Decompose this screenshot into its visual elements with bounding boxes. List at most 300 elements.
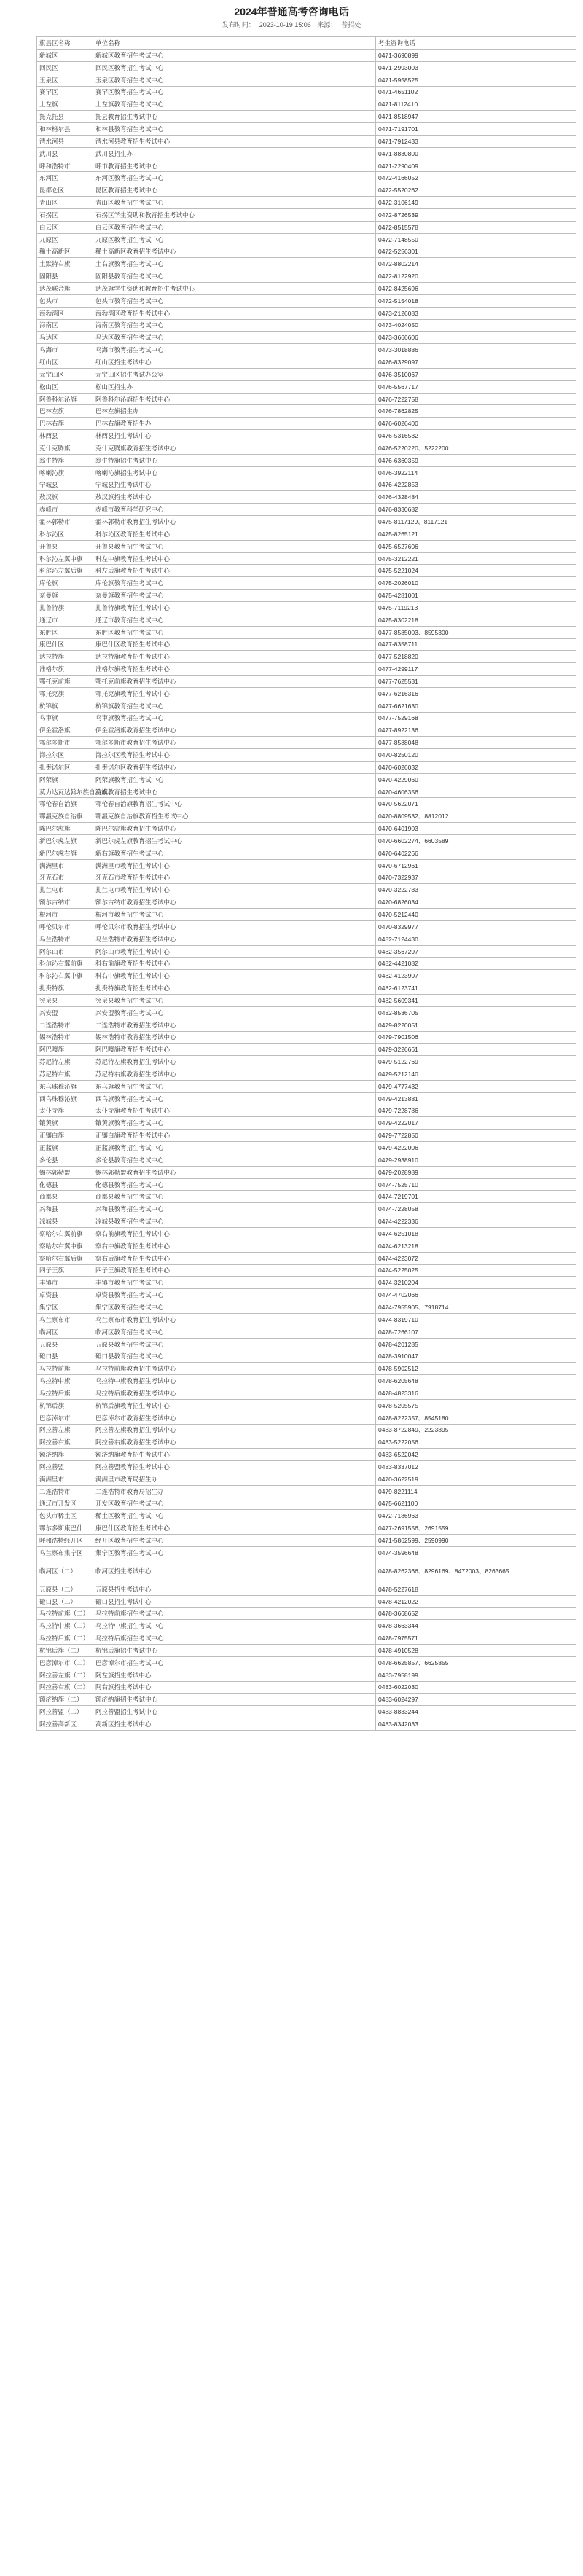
table-row [37,516,576,528]
district-cell: 通辽市开发区 [37,1498,93,1510]
table-row [37,1535,576,1547]
district-cell: 根河市 [37,909,93,921]
district-cell: 五原县 [37,1338,93,1350]
table-row [37,233,576,246]
phone-cell: 0478-8222357、8545180 [376,1412,576,1424]
table-row [37,1694,576,1706]
unit-cell: 达茂旗学生资助和教育招生考试中心 [93,283,376,295]
district-cell: 额济纳旗（二） [37,1694,93,1706]
unit-cell: 土右旗教育招生考试中心 [93,258,376,270]
phone-cell: 0470-6602274、6603589 [376,835,576,847]
unit-cell: 阿鲁科尔沁旗招生考试中心 [93,393,376,405]
phone-cell: 0474-7525710 [376,1178,576,1191]
unit-cell: 察右后旗教育招生考试中心 [93,1252,376,1264]
phone-cell: 0483-8833244 [376,1706,576,1718]
phone-cell: 0477-6621630 [376,700,576,712]
phone-cell: 0478-3668652 [376,1608,576,1620]
table-row [37,1338,576,1350]
table-row [37,687,576,700]
table-row [37,1424,576,1436]
unit-cell: 巴林右旗教育招生办 [93,418,376,430]
table-row [37,344,576,356]
table-row [37,896,576,909]
table-row [37,1326,576,1338]
district-cell: 牙克石市 [37,872,93,884]
table-row [37,1510,576,1522]
district-cell: 科尔沁右翼前旗 [37,958,93,970]
unit-cell: 康巴什区教育招生考试中心 [93,638,376,651]
table-row [37,504,576,516]
district-cell: 扎兰屯市 [37,884,93,896]
district-cell: 扎赉特旗 [37,982,93,995]
district-cell: 翁牛特旗 [37,454,93,466]
phone-cell: 0479-4222017 [376,1117,576,1130]
table-row [37,50,576,62]
unit-cell: 阿右旗招生考试中心 [93,1681,376,1694]
table-row [37,1228,576,1240]
phone-cell: 0479-8220051 [376,1019,576,1031]
district-cell: 呼伦贝尔市 [37,920,93,933]
unit-cell: 林西县招生考试中心 [93,430,376,442]
unit-cell: 多伦县教育招生考试中心 [93,1154,376,1166]
phone-cell: 0475-2026010 [376,577,576,590]
table-row [37,1645,576,1657]
unit-cell: 锡林郭勒盟教育招生考试中心 [93,1166,376,1178]
district-cell: 阿尔山市 [37,945,93,958]
table-row [37,1154,576,1166]
phone-cell: 0483-6024297 [376,1694,576,1706]
district-cell: 正蓝旗 [37,1142,93,1154]
district-cell: 满洲里市 [37,1473,93,1485]
unit-cell: 元宝山区招生考试办公室 [93,368,376,380]
unit-cell: 满洲里市教育局招生办 [93,1473,376,1485]
district-cell: 土默特右旗 [37,258,93,270]
page-title: 2024年普通高考咨询电话 [234,6,349,17]
table-row [37,1718,576,1731]
unit-cell: 新右旗教育招生考试中心 [93,847,376,859]
unit-cell: 兴和县教育招生考试中心 [93,1203,376,1215]
phone-cell: 0475-8302218 [376,614,576,626]
unit-cell: 乌拉特前旗招生考试中心 [93,1608,376,1620]
table-row [37,835,576,847]
phone-cell: 0476-5316532 [376,430,576,442]
district-cell: 科尔沁区 [37,528,93,540]
district-cell: 突泉县 [37,994,93,1006]
table-row [37,810,576,823]
table-row [37,970,576,982]
unit-cell: 根河市教育招生考试中心 [93,909,376,921]
district-cell: 满洲里市 [37,859,93,872]
unit-cell: 集宁区教育招生考试中心 [93,1546,376,1559]
phone-cell: 0472-5256301 [376,246,576,258]
unit-cell: 鄂伦春自治旗教育招生考试中心 [93,798,376,810]
unit-cell: 科右中旗教育招生考试中心 [93,970,376,982]
district-cell: 杭锦旗 [37,700,93,712]
unit-cell: 磴口县教育招生考试中心 [93,1350,376,1363]
table-row [37,1203,576,1215]
contact-table [36,36,576,1731]
table-row [37,1632,576,1645]
table-row [37,393,576,405]
phone-cell: 0470-7322937 [376,872,576,884]
district-cell: 巴彦淖尔市（二） [37,1656,93,1669]
district-cell: 乌兰察布市 [37,1313,93,1326]
phone-cell: 0474-4223072 [376,1252,576,1264]
district-cell: 巴林右旗 [37,418,93,430]
district-cell: 乌兰察布集宁区 [37,1546,93,1559]
unit-cell: 准格尔旗教育招生考试中心 [93,663,376,676]
phone-cell: 0479-2938910 [376,1154,576,1166]
table-row [37,1595,576,1608]
table-row [37,1019,576,1031]
header-unit: 单位名称 [93,37,376,50]
unit-cell: 扎赉特旗教育招生考试中心 [93,982,376,995]
unit-cell: 赤峰市教育科学研究中心 [93,504,376,516]
phone-cell: 0474-5225025 [376,1264,576,1277]
phone-cell: 0474-8319710 [376,1313,576,1326]
unit-cell: 青山区教育招生考试中心 [93,197,376,209]
district-cell: 磴口县（二） [37,1595,93,1608]
phone-cell: 0479-4777432 [376,1080,576,1092]
unit-cell: 杭锦后旗招生考试中心 [93,1645,376,1657]
phone-cell: 0477-8358711 [376,638,576,651]
phone-cell: 0478-8262366、8296169、8472003、8263665 [376,1559,576,1583]
unit-cell: 乌拉特后旗招生考试中心 [93,1632,376,1645]
table-row [37,283,576,295]
phone-cell: 0478-5205575 [376,1399,576,1412]
phone-cell: 0470-6401903 [376,823,576,835]
table-row [37,823,576,835]
district-cell: 鄂温克族自治旗 [37,810,93,823]
unit-cell: 磴口县招生考试中心 [93,1595,376,1608]
unit-cell: 库伦旗教育招生考试中心 [93,577,376,590]
district-cell: 锡林浩特市 [37,1031,93,1044]
district-cell: 九原区 [37,233,93,246]
table-row [37,552,576,565]
table-row [37,982,576,995]
unit-cell: 莫旗教育招生考试中心 [93,786,376,798]
table-row [37,1620,576,1632]
district-cell: 巴林左旗 [37,405,93,418]
district-cell: 阿拉善左旗 [37,1424,93,1436]
unit-cell: 九原区教育招生考试中心 [93,233,376,246]
phone-cell: 0470-4229060 [376,773,576,786]
district-cell: 武川县 [37,147,93,160]
phone-cell: 0476-3922114 [376,466,576,479]
district-cell: 阿荣旗 [37,773,93,786]
district-cell: 阿拉善盟 [37,1461,93,1473]
table-row [37,1191,576,1203]
district-cell: 陈巴尔虎旗 [37,823,93,835]
phone-cell: 0483-8342033 [376,1718,576,1731]
table-row [37,909,576,921]
phone-cell: 0470-6026032 [376,761,576,773]
unit-cell: 额尔古纳市教育招生考试中心 [93,896,376,909]
table-row [37,135,576,147]
published-time: 2023-10-19 15:06 [259,21,311,28]
phone-cell: 0476-8330682 [376,504,576,516]
unit-cell: 乌达区教育招生考试中心 [93,332,376,344]
table-row [37,737,576,749]
table-row [37,221,576,233]
unit-cell: 化德县教育招生考试中心 [93,1178,376,1191]
published-label: 发布时间： [222,21,255,28]
district-cell: 土左旗 [37,98,93,111]
phone-cell: 0476-8329097 [376,356,576,369]
table-row [37,638,576,651]
unit-cell: 敖汉旗招生考试中心 [93,491,376,504]
unit-cell: 阿拉善左旗教育招生考试中心 [93,1424,376,1436]
district-cell: 乌拉特前旗（二） [37,1608,93,1620]
phone-cell: 0483-8337012 [376,1461,576,1473]
phone-cell: 0475-5221024 [376,565,576,577]
unit-cell: 阿拉善右旗教育招生考试中心 [93,1436,376,1449]
district-cell: 奈曼旗 [37,590,93,602]
district-cell: 杭锦后旗（二） [37,1645,93,1657]
district-cell: 凉城县 [37,1215,93,1228]
district-cell: 苏尼特左旗 [37,1056,93,1068]
table-row [37,528,576,540]
phone-cell: 0471-7191701 [376,123,576,136]
table-row [37,590,576,602]
district-cell: 红山区 [37,356,93,369]
phone-cell: 0479-3226661 [376,1044,576,1056]
table-row [37,86,576,98]
district-cell: 包头市稀土区 [37,1510,93,1522]
unit-cell: 开鲁县教育招生考试中心 [93,540,376,552]
phone-cell: 0478-7266107 [376,1326,576,1338]
table-row [37,466,576,479]
phone-cell: 0474-7955905、7918714 [376,1301,576,1314]
table-row [37,540,576,552]
unit-cell: 鄂温克族自治旗教育招生考试中心 [93,810,376,823]
district-cell: 库伦旗 [37,577,93,590]
phone-cell: 0474-4702066 [376,1289,576,1301]
table-row [37,491,576,504]
table-row [37,933,576,945]
district-cell: 额济纳旗 [37,1449,93,1461]
district-cell: 东乌珠穆沁旗 [37,1080,93,1092]
table-row [37,454,576,466]
district-cell: 固阳县 [37,270,93,283]
table-row [37,1178,576,1191]
district-cell: 五原县（二） [37,1583,93,1595]
phone-cell: 0471-8830800 [376,147,576,160]
district-cell: 敖汉旗 [37,491,93,504]
unit-cell: 丰镇市教育招生考试中心 [93,1277,376,1289]
table-row [37,1313,576,1326]
unit-cell: 科左后旗教育招生考试中心 [93,565,376,577]
table-row [37,1080,576,1092]
table-row [37,208,576,221]
district-cell: 额尔古纳市 [37,896,93,909]
phone-cell: 0470-3222783 [376,884,576,896]
district-cell: 松山区 [37,380,93,393]
phone-cell: 0483-7958199 [376,1669,576,1681]
unit-cell: 乌兰察布市教育招生考试中心 [93,1313,376,1326]
unit-cell: 突泉县教育招生考试中心 [93,994,376,1006]
unit-cell: 巴彦淖尔市招生考试中心 [93,1656,376,1669]
unit-cell: 额济纳旗教育招生考试中心 [93,1449,376,1461]
unit-cell: 东乌旗教育招生考试中心 [93,1080,376,1092]
table-row [37,1056,576,1068]
district-cell: 准格尔旗 [37,663,93,676]
district-cell: 托克托县 [37,111,93,123]
table-row [37,577,576,590]
table-row [37,430,576,442]
district-cell: 石拐区 [37,208,93,221]
table-row [37,1449,576,1461]
district-cell: 鄂托克前旗 [37,676,93,688]
district-cell: 新巴尔虎左旗 [37,835,93,847]
unit-cell: 额济纳旗招生考试中心 [93,1694,376,1706]
phone-cell: 0483-8722849、2223895 [376,1424,576,1436]
district-cell: 二连浩特市 [37,1485,93,1498]
phone-cell: 0479-4213881 [376,1092,576,1105]
phone-cell: 0482-7124430 [376,933,576,945]
table-row [37,1142,576,1154]
table-row [37,1656,576,1669]
phone-cell: 0470-6826034 [376,896,576,909]
district-cell: 丰镇市 [37,1277,93,1289]
table-row [37,307,576,319]
unit-cell: 陈巴尔虎旗教育招生考试中心 [93,823,376,835]
unit-cell: 乌拉特后旗教育招生考试中心 [93,1387,376,1399]
table-row [37,1301,576,1314]
phone-cell: 0478-3910047 [376,1350,576,1363]
district-cell: 海勃湾区 [37,307,93,319]
table-row [37,74,576,86]
district-cell: 赤峰市 [37,504,93,516]
phone-cell: 0482-3567297 [376,945,576,958]
unit-cell: 昆区教育招生考试中心 [93,184,376,197]
unit-cell: 杭锦旗教育招生考试中心 [93,700,376,712]
table-row [37,724,576,737]
district-cell: 喀喇沁旗 [37,466,93,479]
phone-cell: 0476-4328484 [376,491,576,504]
phone-cell: 0482-4421082 [376,958,576,970]
table-row [37,872,576,884]
phone-cell: 0473-3018886 [376,344,576,356]
phone-cell: 0472-5520262 [376,184,576,197]
phone-cell: 0470-3622519 [376,1473,576,1485]
unit-cell: 科尔沁区教育招生考试中心 [93,528,376,540]
district-cell: 正镶白旗 [37,1130,93,1142]
table-row [37,1399,576,1412]
table-row [37,1485,576,1498]
table-row [37,1583,576,1595]
district-cell: 巴彦淖尔市 [37,1412,93,1424]
phone-cell: 0482-5609341 [376,994,576,1006]
district-cell: 海拉尔区 [37,749,93,762]
phone-cell: 0479-7722850 [376,1130,576,1142]
phone-cell: 0476-7222758 [376,393,576,405]
district-cell: 临河区 [37,1326,93,1338]
unit-cell: 和林县教育招生考试中心 [93,123,376,136]
table-row [37,172,576,184]
unit-cell: 阿左旗招生考试中心 [93,1669,376,1681]
unit-cell: 海南区教育招生考试中心 [93,319,376,332]
phone-cell: 0476-6360359 [376,454,576,466]
district-cell: 兴和县 [37,1203,93,1215]
district-cell: 临河区（二） [37,1559,93,1583]
district-cell: 察哈尔右翼中旗 [37,1240,93,1252]
phone-cell: 0471-2290409 [376,160,576,172]
phone-cell: 0474-6251018 [376,1228,576,1240]
table-row [37,761,576,773]
unit-cell: 扎兰屯市教育招生考试中心 [93,884,376,896]
table-row [37,294,576,307]
phone-cell: 0473-4024050 [376,319,576,332]
table-row [37,920,576,933]
unit-cell: 凉城县教育招生考试中心 [93,1215,376,1228]
unit-cell: 乌拉特中旗教育招生考试中心 [93,1375,376,1387]
unit-cell: 满洲里市教育招生考试中心 [93,859,376,872]
district-cell: 伊金霍洛旗 [37,724,93,737]
unit-cell: 阿荣旗教育招生考试中心 [93,773,376,786]
table-row [37,1006,576,1019]
district-cell: 莫力达瓦达斡尔族自治旗 [37,786,93,798]
phone-cell: 0471-5958525 [376,74,576,86]
table-row [37,1105,576,1117]
phone-cell: 0479-8221114 [376,1485,576,1498]
unit-cell: 阿拉善盟教育招生考试中心 [93,1461,376,1473]
district-cell: 宁城县 [37,479,93,491]
table-row [37,884,576,896]
district-cell: 乌拉特后旗（二） [37,1632,93,1645]
unit-cell: 乌海市教育招生考试中心 [93,344,376,356]
district-cell: 集宁区 [37,1301,93,1314]
unit-cell: 通辽市教育招生考试中心 [93,614,376,626]
unit-cell: 镶黄旗教育招生考试中心 [93,1117,376,1130]
district-cell: 回民区 [37,61,93,74]
table-row [37,1522,576,1535]
unit-cell: 喀喇沁旗招生考试中心 [93,466,376,479]
district-cell: 苏尼特右旗 [37,1068,93,1081]
phone-cell: 0477-4299117 [376,663,576,676]
table-row [37,1608,576,1620]
phone-cell: 0472-4166052 [376,172,576,184]
phone-cell: 0475-8117129、8117121 [376,516,576,528]
unit-cell: 阿尔山市教育招生考试中心 [93,945,376,958]
district-cell: 科尔沁左翼后旗 [37,565,93,577]
table-row [37,1363,576,1375]
table-row [37,160,576,172]
phone-cell: 0471-7912433 [376,135,576,147]
table-row [37,676,576,688]
unit-cell: 正镶白旗教育招生考试中心 [93,1130,376,1142]
district-cell: 乌拉特前旗 [37,1363,93,1375]
publish-meta [0,19,583,31]
phone-cell: 0477-7625531 [376,676,576,688]
district-cell: 霍林郭勒市 [37,516,93,528]
table-row [37,1681,576,1694]
phone-cell: 0473-2126083 [376,307,576,319]
table-row [37,418,576,430]
phone-cell: 0470-8250120 [376,749,576,762]
table-row [37,111,576,123]
phone-cell: 0475-8265121 [376,528,576,540]
table-row [37,356,576,369]
district-cell: 乌兰浩特市 [37,933,93,945]
unit-cell: 赛罕区教育招生考试中心 [93,86,376,98]
phone-cell: 0478-3663344 [376,1620,576,1632]
phone-cell: 0470-6402266 [376,847,576,859]
table-row [37,1473,576,1485]
phone-cell: 0471-4651102 [376,86,576,98]
district-cell: 扎鲁特旗 [37,601,93,614]
unit-cell: 海拉尔区教育招生考试中心 [93,749,376,762]
